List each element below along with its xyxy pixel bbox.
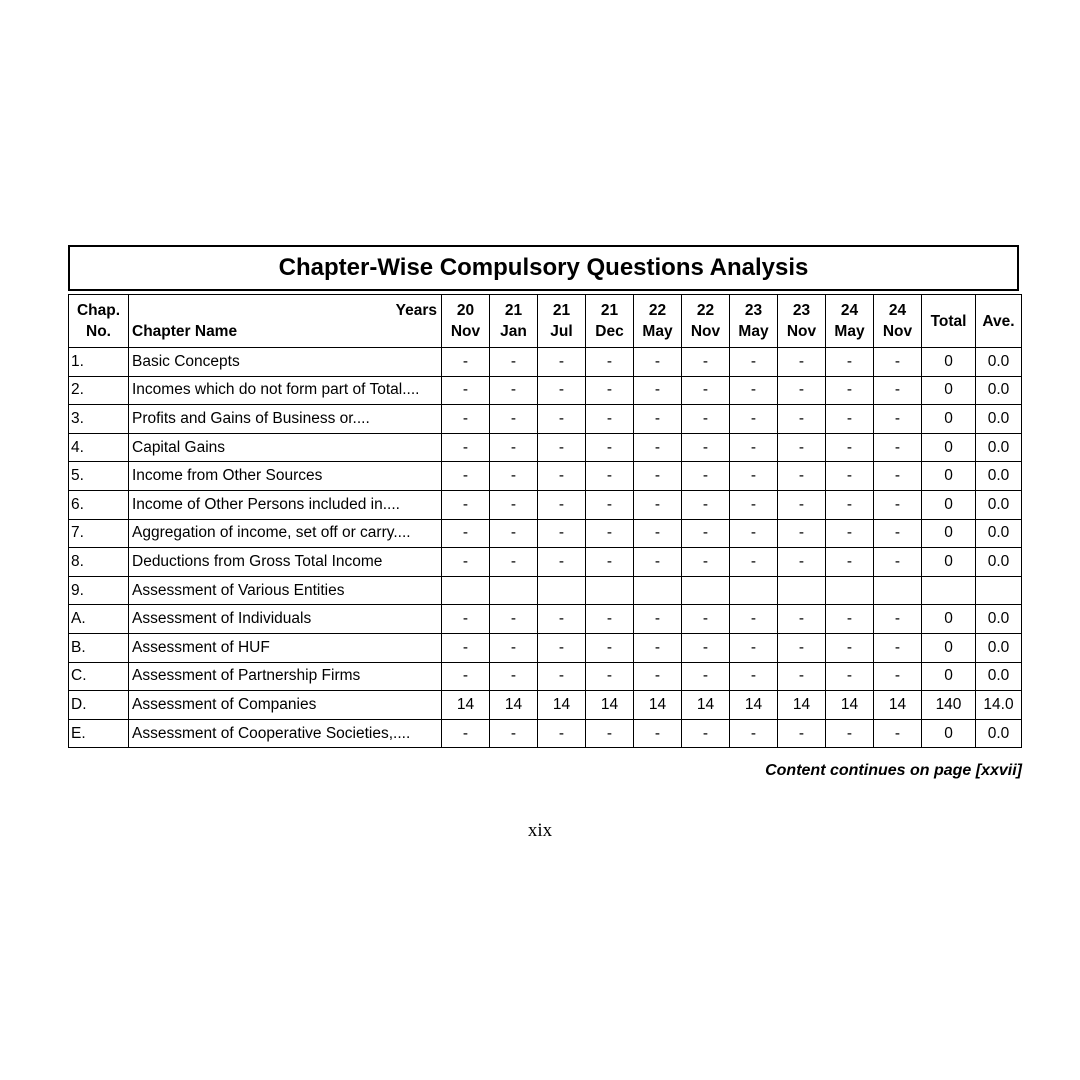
- exam-value-cell: 14: [538, 691, 586, 720]
- chapter-name-cell: Profits and Gains of Business or....: [129, 405, 442, 434]
- exam-value-cell: -: [634, 633, 682, 662]
- header-exam-month: Nov: [690, 323, 721, 340]
- average-cell: 0.0: [976, 605, 1022, 634]
- chapter-number-cell: E.: [69, 719, 129, 748]
- header-exam-23-may: [730, 295, 778, 348]
- total-cell: 0: [922, 519, 976, 548]
- exam-value-cell: -: [442, 405, 490, 434]
- average-cell: 0.0: [976, 519, 1022, 548]
- table-row: [69, 462, 1022, 491]
- exam-value-cell: -: [874, 433, 922, 462]
- exam-value-cell: -: [634, 662, 682, 691]
- exam-value-cell: [586, 576, 634, 605]
- exam-value-cell: 14: [730, 691, 778, 720]
- exam-value-cell: -: [586, 348, 634, 377]
- page-number: xix: [527, 820, 553, 841]
- exam-value-cell: -: [874, 633, 922, 662]
- header-exam-year: 24: [840, 302, 859, 319]
- table-row: [69, 376, 1022, 405]
- chapter-number-cell: A.: [69, 605, 129, 634]
- exam-value-cell: -: [682, 490, 730, 519]
- header-exam-year: 23: [792, 302, 811, 319]
- header-row: [69, 295, 1022, 348]
- exam-value-cell: -: [778, 662, 826, 691]
- header-exam-month: May: [738, 323, 769, 340]
- chapter-number-cell: 6.: [69, 490, 129, 519]
- exam-value-cell: -: [826, 519, 874, 548]
- header-chapter-name: [129, 295, 442, 348]
- exam-value-cell: -: [682, 462, 730, 491]
- exam-value-cell: -: [586, 433, 634, 462]
- exam-value-cell: -: [586, 405, 634, 434]
- chapter-name-cell: Basic Concepts: [129, 348, 442, 377]
- exam-value-cell: -: [778, 433, 826, 462]
- exam-value-cell: -: [874, 662, 922, 691]
- average-cell: 0.0: [976, 719, 1022, 748]
- chapter-name-cell: Income from Other Sources: [129, 462, 442, 491]
- header-exam-22-may: [634, 295, 682, 348]
- exam-value-cell: -: [538, 462, 586, 491]
- exam-value-cell: -: [874, 462, 922, 491]
- header-exam-year: 23: [744, 302, 763, 319]
- table-row: [69, 490, 1022, 519]
- exam-value-cell: -: [874, 548, 922, 577]
- header-exam-month: Dec: [595, 323, 624, 340]
- header-ave: Ave.: [976, 295, 1022, 348]
- exam-value-cell: -: [586, 548, 634, 577]
- chapter-number-cell: 8.: [69, 548, 129, 577]
- exam-value-cell: -: [874, 348, 922, 377]
- exam-value-cell: -: [826, 490, 874, 519]
- exam-value-cell: -: [490, 376, 538, 405]
- chapter-name-cell: Assessment of Cooperative Societies,....: [129, 719, 442, 748]
- total-cell: 0: [922, 376, 976, 405]
- header-exam-year: 21: [504, 302, 523, 319]
- exam-value-cell: -: [634, 376, 682, 405]
- exam-value-cell: -: [730, 490, 778, 519]
- exam-value-cell: -: [538, 490, 586, 519]
- header-exam-20-nov: [442, 295, 490, 348]
- chapter-name-cell: Assessment of HUF: [129, 633, 442, 662]
- exam-value-cell: -: [538, 405, 586, 434]
- exam-value-cell: -: [730, 348, 778, 377]
- table-row: [69, 691, 1022, 720]
- header-exam-22-nov: [682, 295, 730, 348]
- exam-value-cell: [442, 576, 490, 605]
- header-exam-year: 21: [600, 302, 619, 319]
- exam-value-cell: -: [538, 719, 586, 748]
- exam-value-cell: -: [778, 490, 826, 519]
- exam-value-cell: -: [490, 633, 538, 662]
- exam-value-cell: -: [682, 662, 730, 691]
- chapter-number-cell: 9.: [69, 576, 129, 605]
- exam-value-cell: -: [874, 405, 922, 434]
- exam-value-cell: -: [586, 719, 634, 748]
- exam-value-cell: -: [490, 433, 538, 462]
- exam-value-cell: [682, 576, 730, 605]
- exam-value-cell: -: [826, 605, 874, 634]
- table-row: [69, 548, 1022, 577]
- exam-value-cell: -: [634, 605, 682, 634]
- total-cell: 0: [922, 548, 976, 577]
- exam-value-cell: -: [586, 462, 634, 491]
- chapter-number-cell: 3.: [69, 405, 129, 434]
- total-cell: [922, 576, 976, 605]
- exam-value-cell: -: [586, 605, 634, 634]
- exam-value-cell: -: [586, 633, 634, 662]
- header-exam-year: 21: [552, 302, 571, 319]
- exam-value-cell: -: [730, 405, 778, 434]
- header-exam-24-may: [826, 295, 874, 348]
- exam-value-cell: -: [442, 348, 490, 377]
- exam-value-cell: [490, 576, 538, 605]
- average-cell: 0.0: [976, 490, 1022, 519]
- exam-value-cell: -: [730, 633, 778, 662]
- header-exam-21-jan: [490, 295, 538, 348]
- chapter-name-cell: Capital Gains: [129, 433, 442, 462]
- exam-value-cell: -: [442, 548, 490, 577]
- exam-value-cell: [730, 576, 778, 605]
- total-cell: 0: [922, 633, 976, 662]
- exam-value-cell: -: [538, 605, 586, 634]
- exam-value-cell: -: [682, 376, 730, 405]
- chapter-name-cell: Assessment of Various Entities: [129, 576, 442, 605]
- total-cell: 0: [922, 719, 976, 748]
- exam-value-cell: -: [634, 462, 682, 491]
- exam-value-cell: -: [634, 548, 682, 577]
- exam-value-cell: -: [826, 462, 874, 491]
- exam-value-cell: -: [442, 519, 490, 548]
- exam-value-cell: -: [634, 348, 682, 377]
- exam-value-cell: -: [682, 519, 730, 548]
- header-total: Total: [922, 295, 976, 348]
- chapter-number-cell: 4.: [69, 433, 129, 462]
- chapter-number-cell: C.: [69, 662, 129, 691]
- chapter-name-cell: Assessment of Partnership Firms: [129, 662, 442, 691]
- header-exam-month: May: [642, 323, 673, 340]
- exam-value-cell: -: [442, 433, 490, 462]
- header-exam-month: Nov: [882, 323, 913, 340]
- total-cell: 0: [922, 433, 976, 462]
- exam-value-cell: -: [634, 719, 682, 748]
- exam-value-cell: -: [490, 405, 538, 434]
- exam-value-cell: 14: [442, 691, 490, 720]
- table-row: [69, 348, 1022, 377]
- header-exam-21-jul: [538, 295, 586, 348]
- exam-value-cell: -: [778, 462, 826, 491]
- exam-value-cell: -: [490, 490, 538, 519]
- average-cell: 0.0: [976, 462, 1022, 491]
- header-chap-line1: Chap.: [76, 302, 121, 319]
- table-row: [69, 719, 1022, 748]
- header-exam-month: May: [834, 323, 865, 340]
- table-row: [69, 662, 1022, 691]
- exam-value-cell: [634, 576, 682, 605]
- exam-value-cell: -: [538, 548, 586, 577]
- exam-value-cell: -: [442, 633, 490, 662]
- chapter-number-cell: D.: [69, 691, 129, 720]
- exam-value-cell: -: [682, 348, 730, 377]
- average-cell: 0.0: [976, 548, 1022, 577]
- exam-value-cell: -: [874, 605, 922, 634]
- exam-value-cell: -: [874, 376, 922, 405]
- exam-value-cell: -: [634, 519, 682, 548]
- exam-value-cell: -: [586, 519, 634, 548]
- exam-value-cell: -: [490, 719, 538, 748]
- exam-value-cell: 14: [826, 691, 874, 720]
- total-cell: 0: [922, 405, 976, 434]
- table-row: [69, 633, 1022, 662]
- header-chapter-name-label: Chapter Name: [132, 323, 238, 340]
- exam-value-cell: -: [826, 662, 874, 691]
- analysis-table: [68, 294, 1022, 748]
- exam-value-cell: -: [442, 719, 490, 748]
- exam-value-cell: -: [538, 519, 586, 548]
- table-row: [69, 576, 1022, 605]
- exam-value-cell: -: [730, 548, 778, 577]
- exam-value-cell: -: [778, 548, 826, 577]
- exam-value-cell: -: [730, 605, 778, 634]
- header-exam-month: Jan: [500, 323, 527, 340]
- total-cell: 140: [922, 691, 976, 720]
- exam-value-cell: -: [874, 519, 922, 548]
- exam-value-cell: -: [682, 633, 730, 662]
- table-row: [69, 433, 1022, 462]
- exam-value-cell: 14: [586, 691, 634, 720]
- exam-value-cell: -: [826, 405, 874, 434]
- average-cell: 0.0: [976, 662, 1022, 691]
- exam-value-cell: -: [634, 405, 682, 434]
- chapter-name-cell: Assessment of Individuals: [129, 605, 442, 634]
- chapter-name-cell: Assessment of Companies: [129, 691, 442, 720]
- exam-value-cell: [874, 576, 922, 605]
- exam-value-cell: -: [826, 348, 874, 377]
- exam-value-cell: -: [730, 433, 778, 462]
- exam-value-cell: -: [682, 548, 730, 577]
- exam-value-cell: 14: [634, 691, 682, 720]
- chapter-number-cell: B.: [69, 633, 129, 662]
- exam-value-cell: -: [730, 376, 778, 405]
- exam-value-cell: -: [730, 462, 778, 491]
- exam-value-cell: -: [778, 605, 826, 634]
- table-row: [69, 405, 1022, 434]
- header-exam-year: 20: [456, 302, 475, 319]
- exam-value-cell: -: [682, 719, 730, 748]
- header-chap-line2: No.: [86, 323, 111, 340]
- exam-value-cell: -: [538, 348, 586, 377]
- total-cell: 0: [922, 662, 976, 691]
- exam-value-cell: -: [538, 433, 586, 462]
- exam-value-cell: [778, 576, 826, 605]
- exam-value-cell: 14: [874, 691, 922, 720]
- average-cell: 0.0: [976, 633, 1022, 662]
- average-cell: [976, 576, 1022, 605]
- continuation-note: Content continues on page [xxvii]: [765, 762, 1022, 779]
- exam-value-cell: -: [490, 548, 538, 577]
- exam-value-cell: 14: [778, 691, 826, 720]
- exam-value-cell: -: [826, 433, 874, 462]
- exam-value-cell: -: [634, 433, 682, 462]
- exam-value-cell: 14: [490, 691, 538, 720]
- total-cell: 0: [922, 348, 976, 377]
- chapter-name-cell: Incomes which do not form part of Total....: [129, 376, 442, 405]
- exam-value-cell: -: [826, 376, 874, 405]
- total-cell: 0: [922, 490, 976, 519]
- exam-value-cell: -: [586, 490, 634, 519]
- chapter-name-cell: Deductions from Gross Total Income: [129, 548, 442, 577]
- table-row: [69, 519, 1022, 548]
- exam-value-cell: -: [442, 605, 490, 634]
- header-exam-24-nov: [874, 295, 922, 348]
- exam-value-cell: [538, 576, 586, 605]
- chapter-name-cell: Income of Other Persons included in....: [129, 490, 442, 519]
- exam-value-cell: -: [826, 548, 874, 577]
- table-title: Chapter-Wise Compulsory Questions Analysis: [68, 245, 1019, 291]
- header-exam-21-dec: [586, 295, 634, 348]
- chapter-number-cell: 2.: [69, 376, 129, 405]
- exam-value-cell: -: [778, 719, 826, 748]
- chapter-number-cell: 5.: [69, 462, 129, 491]
- header-exam-month: Jul: [550, 323, 573, 340]
- header-exam-month: Nov: [450, 323, 481, 340]
- exam-value-cell: -: [826, 719, 874, 748]
- header-exam-year: 24: [888, 302, 907, 319]
- exam-value-cell: -: [490, 462, 538, 491]
- header-exam-year: 22: [648, 302, 667, 319]
- exam-value-cell: -: [874, 719, 922, 748]
- header-exam-month: Nov: [786, 323, 817, 340]
- exam-value-cell: -: [490, 662, 538, 691]
- header-years-label: Years: [395, 302, 437, 319]
- exam-value-cell: -: [490, 348, 538, 377]
- exam-value-cell: -: [586, 376, 634, 405]
- exam-value-cell: -: [730, 719, 778, 748]
- exam-value-cell: -: [778, 405, 826, 434]
- chapter-number-cell: 1.: [69, 348, 129, 377]
- header-exam-23-nov: [778, 295, 826, 348]
- exam-value-cell: -: [682, 405, 730, 434]
- average-cell: 0.0: [976, 348, 1022, 377]
- chapter-number-cell: 7.: [69, 519, 129, 548]
- average-cell: 14.0: [976, 691, 1022, 720]
- exam-value-cell: -: [442, 662, 490, 691]
- average-cell: 0.0: [976, 433, 1022, 462]
- header-chap-no: [69, 295, 129, 348]
- exam-value-cell: -: [490, 519, 538, 548]
- exam-value-cell: -: [586, 662, 634, 691]
- average-cell: 0.0: [976, 376, 1022, 405]
- average-cell: 0.0: [976, 405, 1022, 434]
- exam-value-cell: -: [682, 605, 730, 634]
- exam-value-cell: -: [682, 433, 730, 462]
- exam-value-cell: -: [874, 490, 922, 519]
- exam-value-cell: -: [442, 462, 490, 491]
- exam-value-cell: -: [490, 605, 538, 634]
- exam-value-cell: -: [778, 376, 826, 405]
- exam-value-cell: -: [778, 348, 826, 377]
- exam-value-cell: [826, 576, 874, 605]
- exam-value-cell: -: [538, 662, 586, 691]
- total-cell: 0: [922, 462, 976, 491]
- exam-value-cell: -: [442, 490, 490, 519]
- exam-value-cell: -: [778, 519, 826, 548]
- chapter-name-cell: Aggregation of income, set off or carry....: [129, 519, 442, 548]
- exam-value-cell: 14: [682, 691, 730, 720]
- exam-value-cell: -: [634, 490, 682, 519]
- table-row: [69, 605, 1022, 634]
- exam-value-cell: -: [538, 376, 586, 405]
- exam-value-cell: -: [730, 519, 778, 548]
- header-exam-year: 22: [696, 302, 715, 319]
- exam-value-cell: -: [826, 633, 874, 662]
- exam-value-cell: -: [538, 633, 586, 662]
- exam-value-cell: -: [442, 376, 490, 405]
- exam-value-cell: -: [778, 633, 826, 662]
- total-cell: 0: [922, 605, 976, 634]
- exam-value-cell: -: [730, 662, 778, 691]
